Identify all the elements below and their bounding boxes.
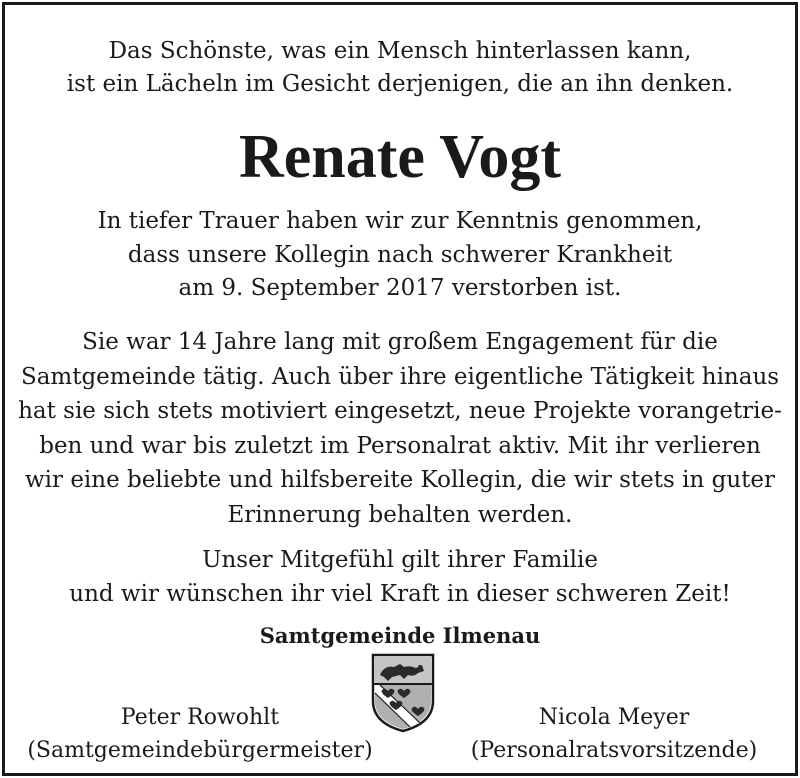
tribute-paragraph — [5, 325, 795, 532]
tribute-line: Sie war 14 Jahre lang mit großem Engagement für die — [82, 329, 718, 355]
notice-line: am 9. September 2017 verstorben ist. — [178, 275, 622, 301]
signatory-right — [434, 701, 794, 767]
coat-of-arms-icon — [370, 653, 436, 733]
signatory-name: Nicola Meyer — [538, 705, 690, 730]
obituary-frame — [2, 2, 798, 776]
tribute-line: wir eine beliebte und hilfsbereite Kollegin, die wir stets in guter — [24, 467, 776, 493]
motto-line: Das Schönste, was ein Mensch hinterlassen kann, — [108, 38, 692, 64]
sympathy-line: und wir wünschen ihr viel Kraft in dieser schweren Zeit! — [69, 580, 731, 607]
motto — [5, 35, 795, 101]
sympathy-line: Unser Mitgefühl gilt ihrer Familie — [202, 547, 598, 573]
sympathy-message — [5, 544, 795, 611]
signatory-left — [20, 701, 380, 767]
organization-name: Samtgemeinde Ilmenau — [259, 623, 541, 648]
tribute-line: Erinnerung behalten werden. — [227, 501, 573, 528]
signatory-role: (Personalratsvorsitzende) — [470, 738, 758, 763]
tribute-line: ben und war bis zuletzt im Personalrat aktiv. Mit ihr verlieren — [39, 432, 761, 459]
tribute-line: hat sie sich stets motiviert eingesetzt, neue Projekte vorangetrie- — [18, 398, 782, 424]
death-notice — [5, 205, 795, 306]
notice-line: dass unsere Kollegin nach schwerer Krankheit — [127, 241, 673, 268]
tribute-line: Samtgemeinde tätig. Auch über ihre eigentliche Tätigkeit hinaus — [20, 363, 780, 390]
notice-line: In tiefer Trauer haben wir zur Kenntnis genommen, — [97, 208, 703, 234]
motto-line: ist ein Lächeln im Gesicht derjenigen, die an ihn denken. — [66, 71, 734, 97]
deceased-name: Renate Vogt — [238, 123, 562, 191]
signatory-role: (Samtgemeindebürgermeister) — [27, 738, 373, 763]
signatory-name: Peter Rowohlt — [120, 705, 280, 730]
